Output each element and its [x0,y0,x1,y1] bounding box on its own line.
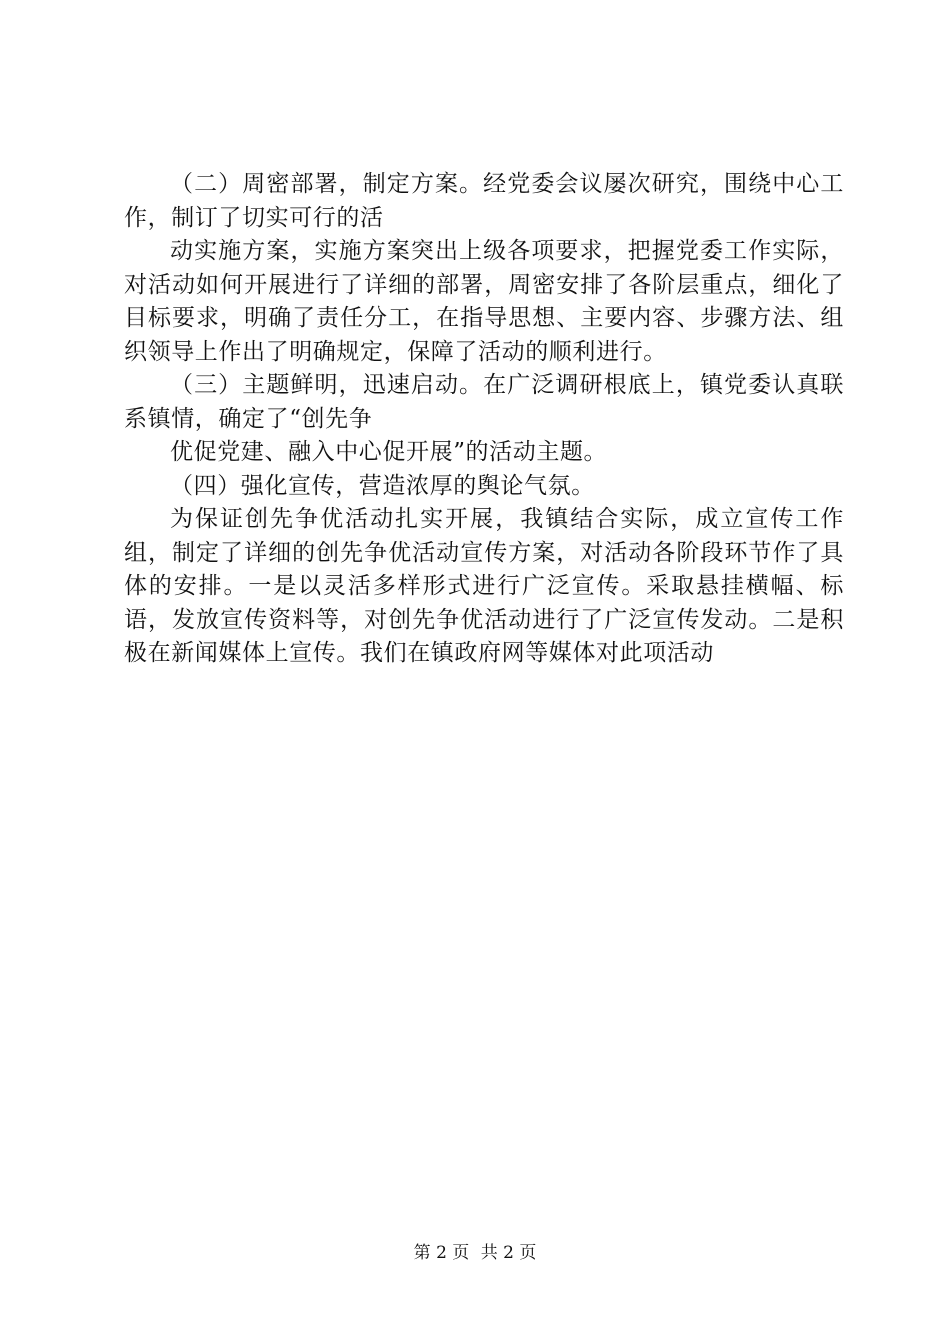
page-total: 共 2 页 [480,1243,537,1263]
page-number: 第 2 页 [413,1243,470,1263]
paragraph-publicity-heading: （四）强化宣传，营造浓厚的舆论气氛。 [170,472,595,499]
page-footer [0,1242,950,1264]
paragraph-theme-body: 优促党建、融入中心促开展”的活动主题。 [170,439,608,465]
document-body [124,168,844,671]
paragraph-theme-heading: （三）主题鲜明，迅速启动。在广泛调研根底上，镇党委认真联系镇情，确定了“创先争 [124,372,844,432]
paragraph-publicity-body: 为保证创先争优活动扎实开展，我镇结合实际，成立宣传工作组，制定了详细的创先争优活动宣传方案，对活动各阶段环节作了具体的安排。一是以灵活多样形式进行广泛宣传。采取悬挂横幅、标语，发放宣传资料等，对创先争优活动进行了广泛宣传发动。二是积极在新闻媒体上宣传。我们在镇政府网等媒体对此项活动 [124,506,844,666]
paragraph-deployment-body: 动实施方案，实施方案突出上级各项要求，把握党委工作实际，对活动如何开展进行了详细的部署，周密安排了各阶层重点，细化了目标要求，明确了责任分工，在指导思想、主要内容、步骤方法、组织领导上作出了明确规定，保障了活动的顺利进行。 [124,238,844,365]
paragraph-deployment-heading: （二）周密部署，制定方案。经党委会议屡次研究，围绕中心工作，制订了切实可行的活 [124,171,844,231]
